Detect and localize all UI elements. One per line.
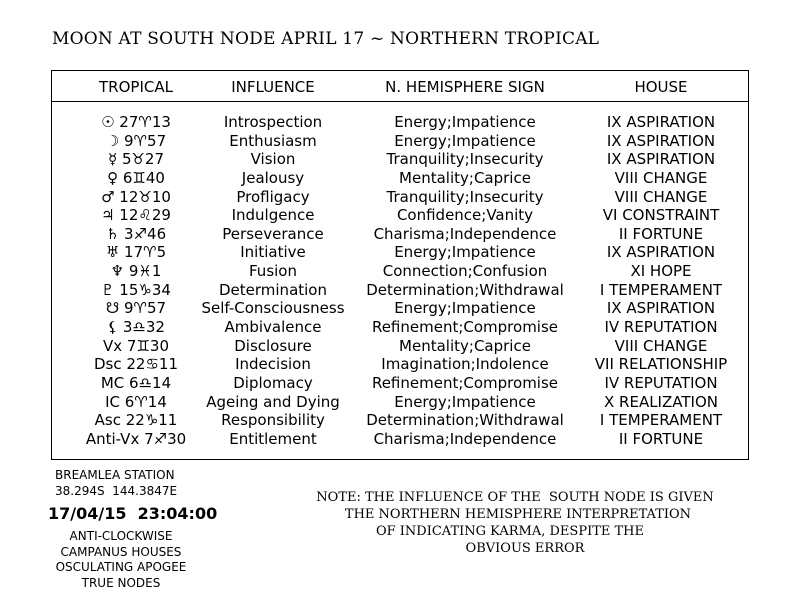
sign-cell: Energy;Impatience bbox=[394, 113, 536, 131]
house-cell: II FORTUNE bbox=[618, 429, 704, 448]
table-row bbox=[52, 337, 748, 356]
chart-datetime: 17/04/15 23:04:00 bbox=[48, 504, 218, 523]
table-row bbox=[52, 355, 748, 374]
setting-nodes: TRUE NODES bbox=[81, 575, 161, 590]
house-cell: X REALIZATION bbox=[604, 392, 718, 411]
influence-cell: Profligacy bbox=[236, 187, 310, 206]
house-cell: I TEMPERAMENT bbox=[599, 280, 723, 299]
sign-cell: Tranquility;Insecurity bbox=[386, 150, 544, 169]
house-cell: VIII CHANGE bbox=[614, 336, 708, 355]
influence-cell: Self-Consciousness bbox=[201, 299, 345, 318]
sign-cell: Energy;Impatience bbox=[394, 243, 536, 262]
table-row bbox=[52, 169, 748, 188]
table-row bbox=[52, 393, 748, 412]
influence-cell: Introspection bbox=[223, 113, 323, 131]
position-cell: ☿ 5♉27 bbox=[107, 150, 165, 169]
sign-cell: Energy;Impatience bbox=[394, 131, 536, 150]
influence-cell: Vision bbox=[250, 150, 296, 169]
influence-cell: Determination bbox=[218, 280, 327, 299]
sign-cell: Mentality;Caprice bbox=[399, 168, 531, 187]
table-row bbox=[52, 318, 748, 337]
setting-direction: ANTI-CLOCKWISE bbox=[69, 529, 173, 543]
house-cell: VI CONSTRAINT bbox=[602, 206, 720, 225]
influence-cell: Entitlement bbox=[229, 429, 317, 448]
header-tropical: TROPICAL bbox=[99, 78, 173, 96]
sign-cell: Refinement;Compromise bbox=[371, 318, 559, 337]
table-body bbox=[52, 113, 748, 449]
influence-cell: Disclosure bbox=[234, 336, 312, 355]
influence-cell: Initiative bbox=[240, 243, 306, 262]
house-cell: IX ASPIRATION bbox=[606, 131, 716, 150]
note-line: NOTE: THE INFLUENCE OF THE SOUTH NODE IS GIVEN bbox=[316, 490, 714, 505]
influence-cell: Ambivalence bbox=[224, 318, 322, 337]
station-name: BREAMLEA STATION bbox=[55, 468, 175, 482]
house-cell: IV REPUTATION bbox=[604, 318, 718, 337]
sign-cell: Charisma;Independence bbox=[373, 429, 557, 448]
position-cell: ☽ 9♈57 bbox=[105, 131, 167, 150]
position-cell: Anti-Vx 7♐30 bbox=[85, 429, 187, 448]
chart-table bbox=[51, 70, 749, 460]
header-hemisphere-sign: N. HEMISPHERE SIGN bbox=[385, 78, 545, 96]
table-row bbox=[52, 188, 748, 207]
table-row bbox=[52, 374, 748, 393]
house-cell: VII RELATIONSHIP bbox=[594, 355, 728, 374]
table-row bbox=[52, 430, 748, 449]
note-line: OF INDICATING KARMA, DESPITE THE bbox=[375, 524, 645, 539]
sign-cell: Determination;Withdrawal bbox=[366, 411, 564, 430]
sign-cell: Refinement;Compromise bbox=[371, 373, 559, 392]
table-header bbox=[52, 71, 748, 102]
house-cell: VIII CHANGE bbox=[614, 168, 708, 187]
position-cell: ☋ 9♈57 bbox=[105, 299, 167, 318]
influence-cell: Indecision bbox=[235, 355, 311, 374]
table-row bbox=[52, 243, 748, 262]
house-cell: IX ASPIRATION bbox=[606, 113, 716, 131]
position-cell: IC 6♈14 bbox=[105, 392, 167, 411]
sign-cell: Tranquility;Insecurity bbox=[386, 187, 544, 206]
position-cell: ♄ 3♐46 bbox=[105, 224, 167, 243]
position-cell: ♅ 17♈5 bbox=[105, 243, 167, 262]
table-row bbox=[52, 262, 748, 281]
sign-cell: Charisma;Independence bbox=[373, 224, 557, 243]
sign-cell: Energy;Impatience bbox=[394, 392, 536, 411]
setting-houses: CAMPANUS HOUSES bbox=[60, 544, 182, 559]
table-row bbox=[52, 225, 748, 244]
table-row bbox=[52, 299, 748, 318]
house-cell: VIII CHANGE bbox=[614, 187, 708, 206]
influence-cell: Responsibility bbox=[221, 411, 325, 430]
influence-cell: Fusion bbox=[249, 262, 297, 281]
influence-cell: Indulgence bbox=[231, 206, 315, 225]
header-influence: INFLUENCE bbox=[231, 78, 315, 96]
table-row bbox=[52, 281, 748, 300]
sign-cell: Determination;Withdrawal bbox=[366, 280, 564, 299]
house-cell: IX ASPIRATION bbox=[606, 243, 716, 262]
table-row bbox=[52, 411, 748, 430]
house-cell: IV REPUTATION bbox=[604, 373, 718, 392]
sign-cell: Confidence;Vanity bbox=[396, 206, 534, 225]
position-cell: ♂ 12♉10 bbox=[101, 187, 171, 206]
chart-settings bbox=[48, 529, 194, 591]
table-row bbox=[52, 113, 748, 132]
influence-cell: Enthusiasm bbox=[229, 131, 317, 150]
position-cell: ♆ 9♓1 bbox=[110, 262, 162, 281]
note-line: THE NORTHERN HEMISPHERE INTERPRETATION bbox=[344, 507, 692, 522]
sign-cell: Imagination;Indolence bbox=[381, 355, 549, 374]
position-cell: MC 6♎14 bbox=[100, 373, 172, 392]
house-cell: IX ASPIRATION bbox=[606, 299, 716, 318]
position-cell: ☉ 27♈13 bbox=[101, 113, 171, 131]
note bbox=[300, 489, 730, 557]
house-cell: II FORTUNE bbox=[618, 224, 704, 243]
page-title: MOON AT SOUTH NODE APRIL 17 ~ NORTHERN TROPICAL bbox=[52, 29, 600, 49]
influence-cell: Diplomacy bbox=[233, 373, 313, 392]
table-row bbox=[52, 150, 748, 169]
table-row bbox=[52, 132, 748, 151]
house-cell: XI HOPE bbox=[630, 262, 692, 281]
position-cell: Vx 7♊30 bbox=[103, 336, 169, 355]
position-cell: Dsc 22♋11 bbox=[93, 355, 178, 374]
influence-cell: Ageing and Dying bbox=[206, 392, 340, 411]
sign-cell: Mentality;Caprice bbox=[399, 336, 531, 355]
setting-apogee: OSCULATING APOGEE bbox=[55, 560, 187, 574]
station-info bbox=[55, 467, 177, 499]
position-cell: ♇ 15♑34 bbox=[101, 280, 171, 299]
position-cell: ♃ 12♌29 bbox=[101, 206, 171, 225]
table-row bbox=[52, 206, 748, 225]
house-cell: I TEMPERAMENT bbox=[599, 411, 723, 430]
house-cell: IX ASPIRATION bbox=[606, 150, 716, 169]
influence-cell: Jealousy bbox=[241, 168, 305, 187]
position-cell: Asc 22♑11 bbox=[94, 411, 178, 430]
sign-cell: Energy;Impatience bbox=[394, 299, 536, 318]
station-coords: 38.294S 144.3847E bbox=[55, 484, 178, 498]
position-cell: ♀ 6♊40 bbox=[107, 168, 165, 187]
sign-cell: Connection;Confusion bbox=[382, 262, 548, 281]
note-line: OBVIOUS ERROR bbox=[465, 541, 585, 556]
header-house: HOUSE bbox=[634, 78, 688, 96]
influence-cell: Perseverance bbox=[222, 224, 324, 243]
position-cell: ⚸ 3♎32 bbox=[107, 318, 165, 337]
